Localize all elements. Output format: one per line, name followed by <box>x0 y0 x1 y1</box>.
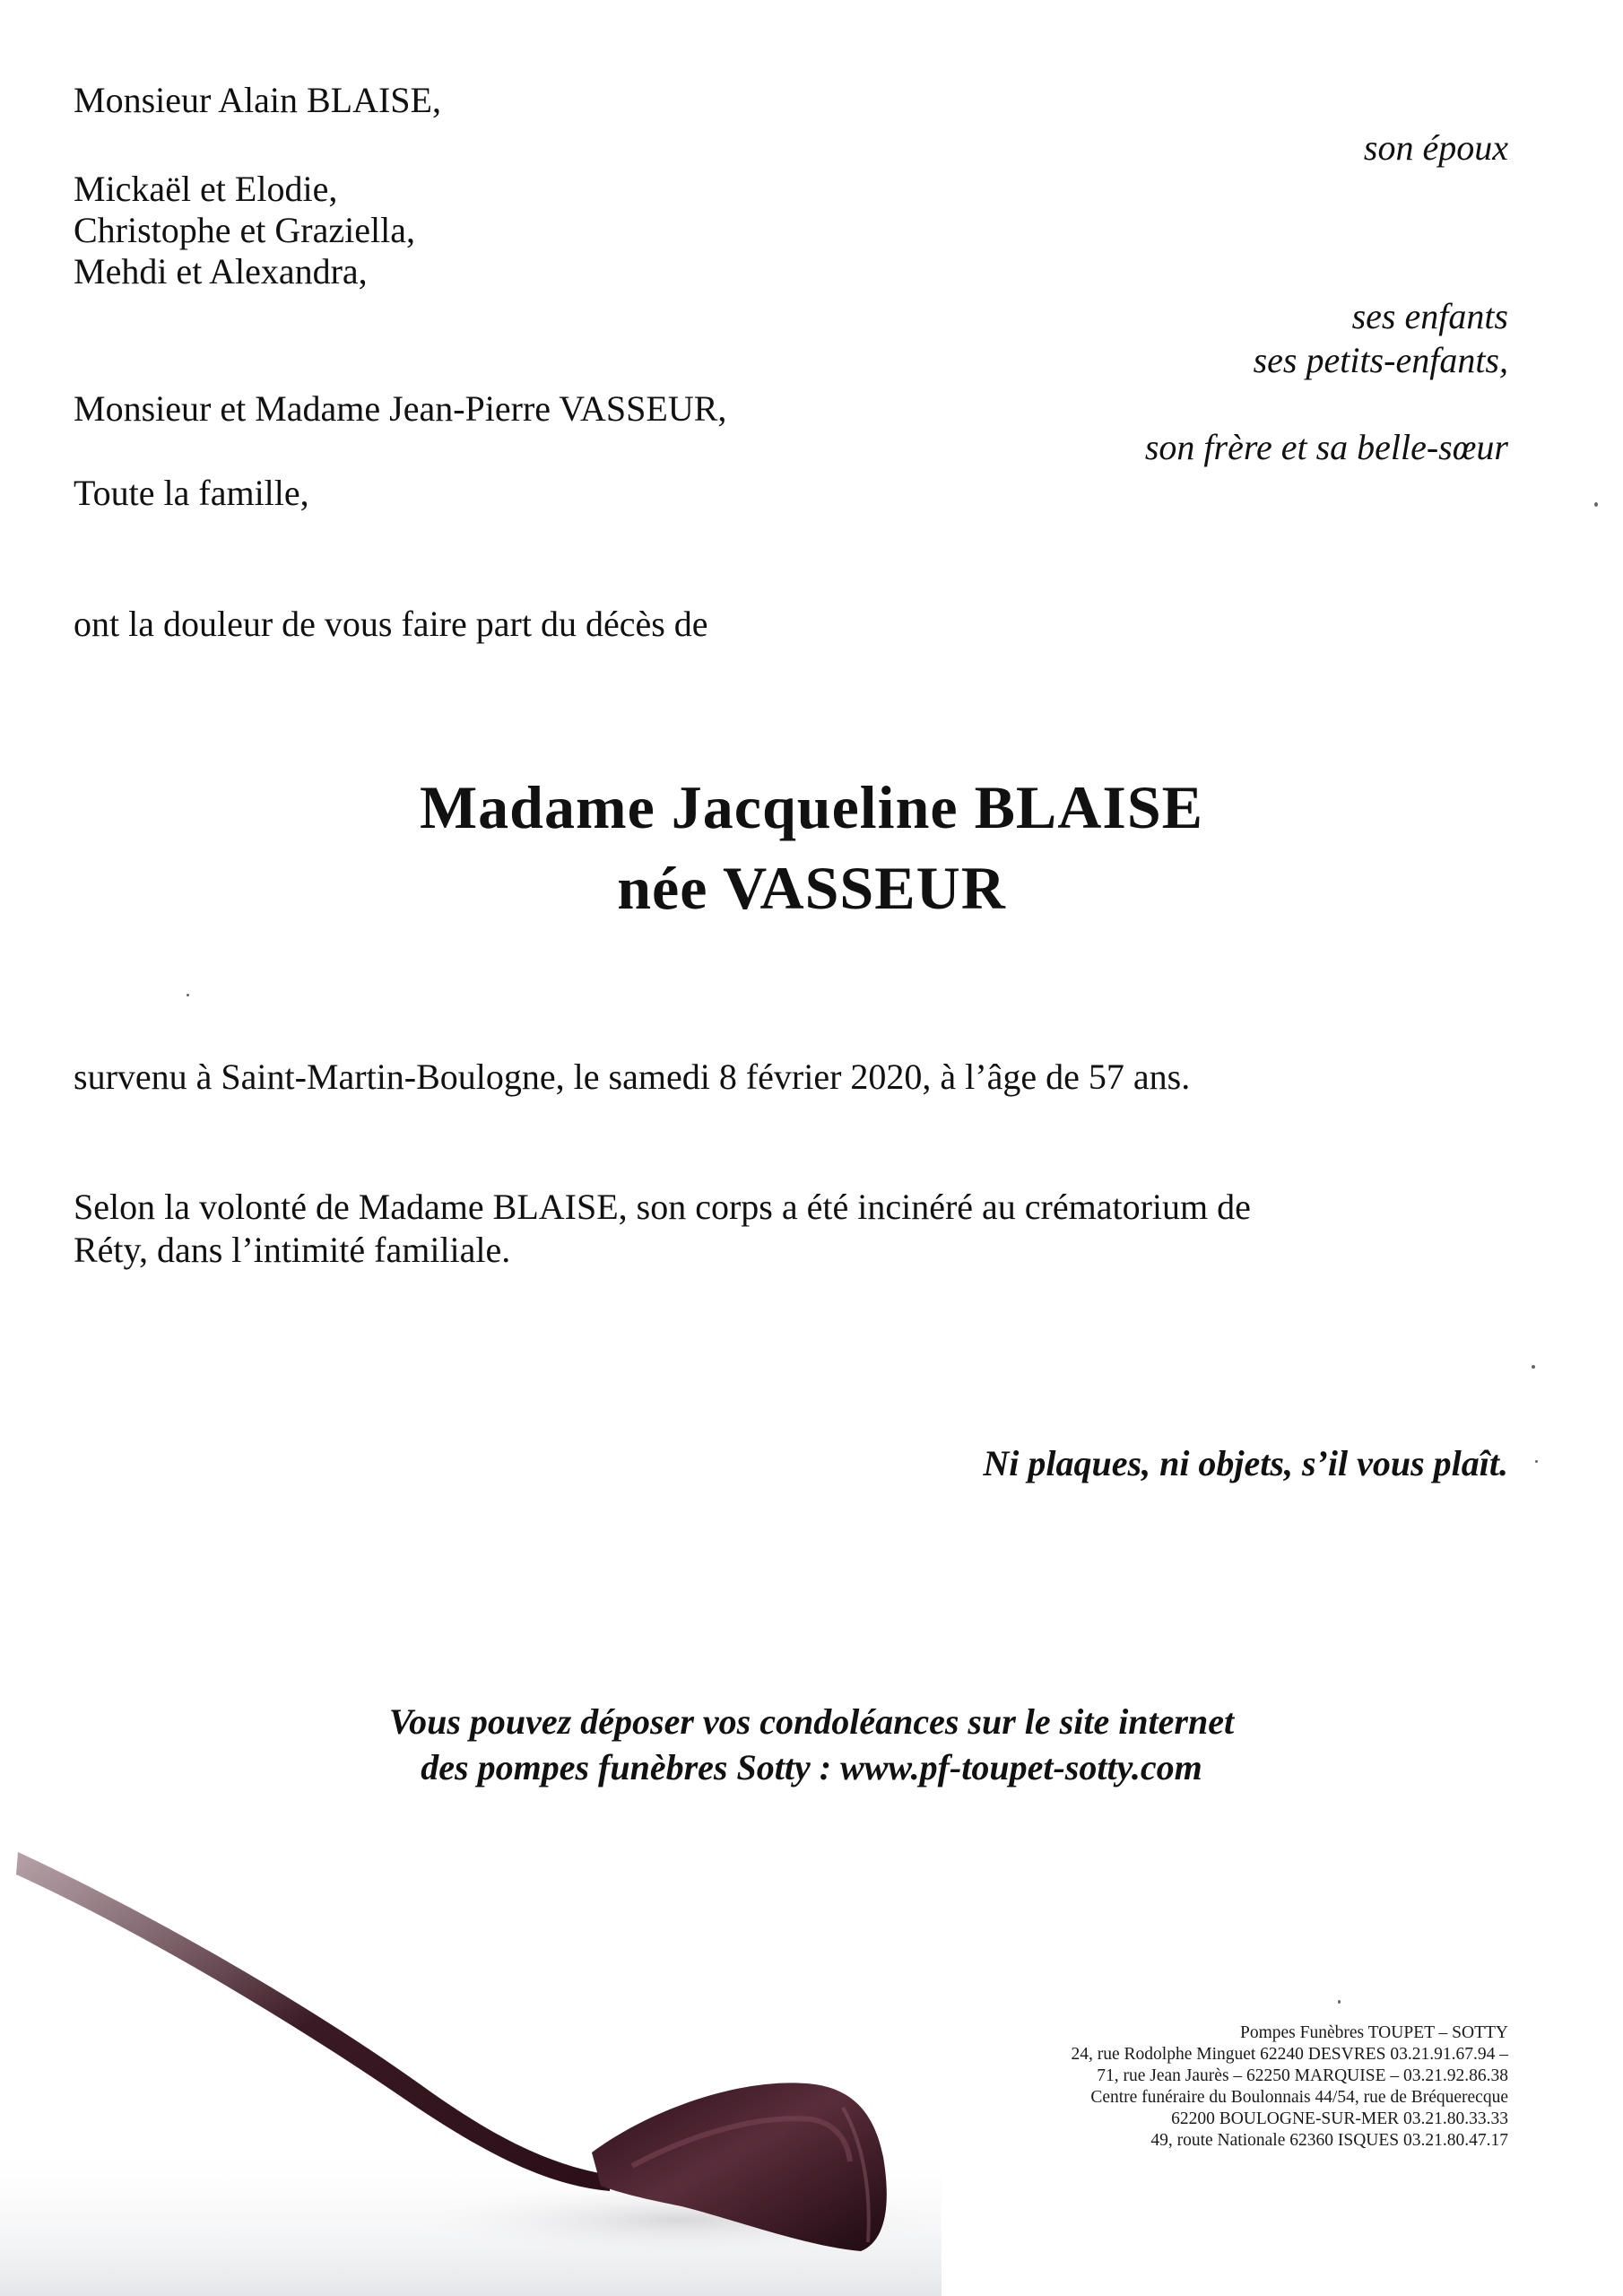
scan-speck <box>1532 1365 1535 1369</box>
death-details: survenu à Saint-Martin-Boulogne, le samedi 8 février 2020, à l’âge de 57 ans. <box>74 1057 1191 1097</box>
husband-relation: son époux <box>1363 127 1508 168</box>
funeral-home-line: Pompes Funèbres TOUPET – SOTTY <box>1239 2023 1508 2042</box>
request-text: Ni plaques, ni objets, s’il vous plaît. <box>983 1443 1508 1483</box>
funeral-home-line: 49, route Nationale 62360 ISQUES 03.21.80.47.17 <box>1150 2131 1508 2150</box>
scan-speck <box>187 994 189 996</box>
child-couple: Mehdi et Alexandra, <box>74 251 368 291</box>
scan-speck <box>1338 2000 1341 2004</box>
funeral-home-line: 24, rue Rodolphe Minguet 62240 DESVRES 03.21.91.67.94 – <box>1071 2045 1508 2064</box>
funeral-home-line: Centre funéraire du Boulonnais 44/54, rue de Bréquerecque <box>1090 2088 1508 2107</box>
cremation-line: Réty, dans l’intimité familiale. <box>74 1230 511 1270</box>
funeral-home-line: 71, rue Jean Jaurès – 62250 MARQUISE – 03.21.92.86.38 <box>1097 2066 1508 2085</box>
child-couple: Mickaël et Elodie, <box>74 169 338 209</box>
sibling-relation: son frère et sa belle-sœur <box>1144 427 1508 467</box>
deceased-maiden-name: née VASSEUR <box>617 854 1006 922</box>
deceased-name: Madame Jacqueline BLAISE <box>419 773 1204 841</box>
husband-name: Monsieur Alain BLAISE, <box>74 80 441 120</box>
scan-speck <box>1535 1460 1538 1463</box>
child-couple: Christophe et Graziella, <box>74 210 415 250</box>
condolence-line: Vous pouvez déposer vos condoléances sur le site internet <box>388 1701 1235 1742</box>
grandchildren-relation: ses petits-enfants, <box>1253 340 1508 380</box>
scan-speck <box>1594 502 1598 507</box>
sibling-name: Monsieur et Madame Jean-Pierre VASSEUR, <box>74 388 727 429</box>
intro-text: ont la douleur de vous faire part du décès de <box>74 604 708 644</box>
cremation-line: Selon la volonté de Madame BLAISE, son corps a été incinéré au crématorium de <box>74 1187 1251 1227</box>
family-line: Toute la famille, <box>74 473 309 513</box>
funeral-home-line: 62200 BOULOGNE-SUR-MER 03.21.80.33.33 <box>1171 2109 1508 2128</box>
calla-lily-illustration <box>0 1798 942 2296</box>
condolence-line: des pompes funèbres Sotty : www.pf-toupet-sotty.com <box>421 1747 1202 1787</box>
children-relation: ses enfants <box>1351 296 1508 336</box>
